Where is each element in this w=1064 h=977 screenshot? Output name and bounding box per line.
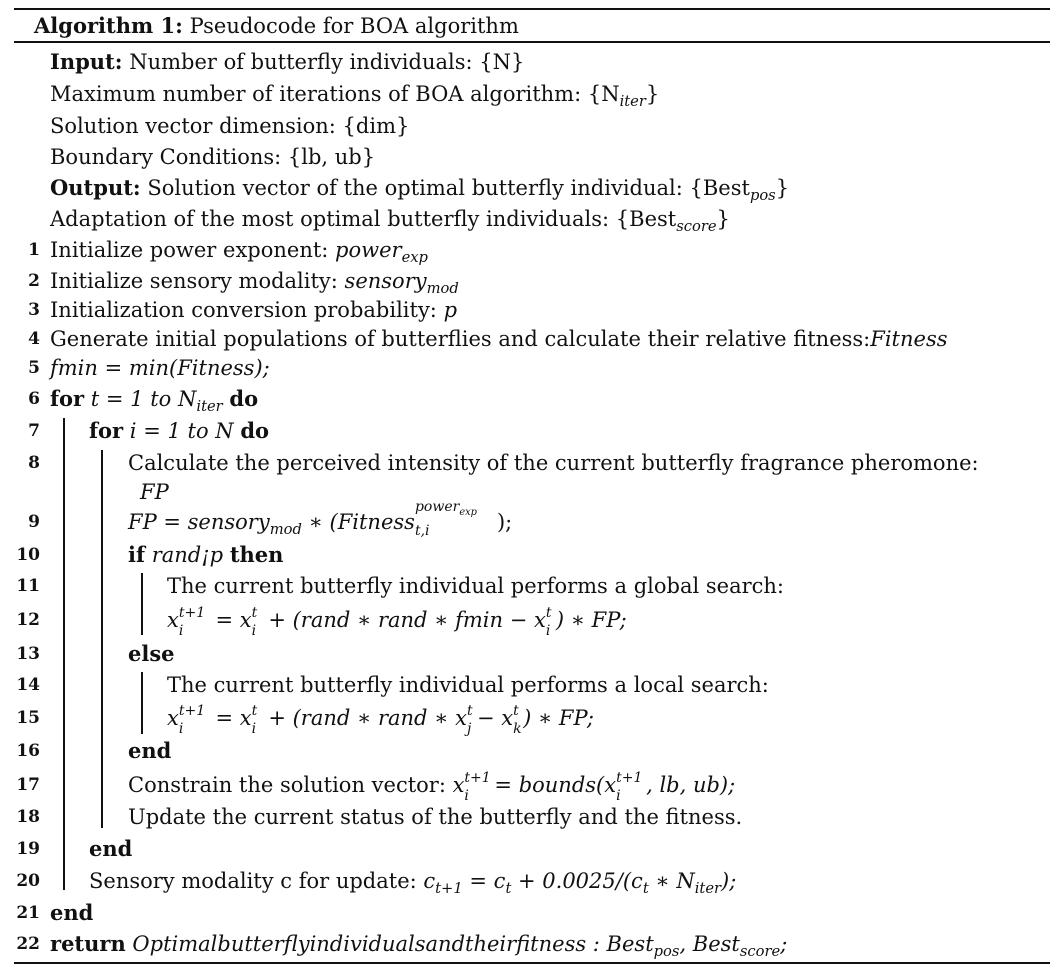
input-4-text: Boundary Conditions: {lb, ub} [50,145,376,169]
input-2-end: } [645,82,660,106]
step-7 [89,415,269,447]
input-3 [50,110,409,142]
line-number: 6 [28,389,40,409]
input-4 [50,141,375,173]
step-2 [50,265,459,297]
if-scope-bar [141,573,143,635]
step-1-sub: exp [401,249,428,267]
step-9-sup-sub: exp [459,506,477,518]
step-7-var: i = 1 [129,419,188,443]
output-2-text: Adaptation of the most optimal butterfly individuals: {Best [50,207,677,231]
line-number: 10 [16,545,40,565]
line-number: 3 [28,300,40,320]
step-6 [50,383,258,415]
line-number: 11 [16,576,40,596]
end-keyword: end [128,738,172,763]
line-number: 1 [28,240,40,260]
algorithm-title: Pseudocode for BOA algorithm [189,14,519,38]
input-2 [50,78,659,110]
line-number: 7 [28,421,40,441]
step-4 [50,323,948,355]
step-8-math: FP [140,480,169,504]
step-6-n: N [171,387,197,411]
do-keyword: do [240,418,270,443]
for-keyword: for [89,418,124,443]
step-22-math: Optimalbutterflyindividualsandtheirfitness [132,932,587,956]
step-2-sub: mod [426,280,459,298]
output-1-text: Solution vector of the optimal butterfly individual: {Best [147,176,750,200]
input-1 [50,46,524,78]
step-5-math: fmin = min(Fitness); [50,356,270,380]
step-14-text: The current butterfly individual performs a local search: [167,673,769,697]
step-18 [128,801,742,833]
step-10-condition: rand¡p [151,543,224,567]
output-keyword: Output: [50,175,141,200]
output-1-end: } [775,176,790,200]
bottom-rule [14,962,1050,964]
step-9-sub: mod [269,521,302,539]
output-2-sub: score [676,218,717,236]
step-6-sub: iter [196,398,223,416]
step-20-text: Sensory modality c for update: [89,869,424,893]
then-keyword: then [229,542,284,567]
step-1 [50,234,428,266]
line-number: 8 [28,453,40,473]
step-8-continuation [140,476,169,508]
step-8-text: Calculate the perceived intensity of the current butterfly fragrance pheromone: [128,451,979,475]
line-number: 14 [16,675,40,695]
step-12: x t+1 i = x t i + (rand ∗ rand ∗ fmin − x t i ) ∗ FP; [167,605,627,639]
step-19 [89,833,132,865]
else-keyword: else [128,641,175,666]
line-number: 20 [16,871,40,891]
return-keyword: return [50,931,126,956]
input-keyword: Input: [50,49,123,74]
step-4-text: Generate initial populations of butterflies and calculate their relative fitness: [50,327,871,351]
line-number: 19 [16,839,40,859]
step-3-math: p [443,298,458,322]
step-2-math: sensory [344,269,427,293]
output-1-sub: pos [749,187,776,205]
do-keyword: do [229,386,259,411]
line-number: 5 [28,358,40,378]
step-17-text: Constrain the solution vector: [128,773,453,797]
line-number: 9 [28,512,40,532]
output-2 [50,203,730,235]
step-9-math-b: ∗ (Fitness [301,510,415,534]
else-scope-bar [141,672,143,734]
for-t-scope-bar [63,418,65,890]
step-5 [50,352,270,384]
line-number: 18 [16,807,40,827]
for-keyword: for [50,386,85,411]
to-keyword: to [187,419,209,443]
step-17: Constrain the solution vector: x t+1 i = bounds(x t+1 i , lb, ub); [128,770,736,804]
line-number: 17 [16,775,40,795]
step-16 [128,735,171,767]
step-2-text: Initialize sensory modality: [50,269,345,293]
line-number: 21 [16,903,40,923]
input-3-text: Solution vector dimension: {dim} [50,114,410,138]
input-2-sub: iter [619,93,646,111]
step-9-sub2: t,i [414,523,430,539]
step-7-n: N [208,419,241,443]
end-keyword: end [50,900,94,925]
step-21 [50,897,93,929]
step-9-sup-text: power [414,499,460,515]
step-1-text: Initialize power exponent: [50,238,336,262]
step-18-text: Update the current status of the butterfly and the fitness. [128,805,743,829]
step-11-text: The current butterfly individual performs a global search: [167,574,784,598]
line-number: 13 [16,644,40,664]
end-keyword: end [89,836,133,861]
output-1 [50,172,789,204]
line-number: 22 [16,934,40,954]
line-number: 4 [28,329,40,349]
step-9 [128,499,513,539]
step-10 [128,539,283,571]
step-1-math: power [335,238,402,262]
output-2-end: } [716,207,730,231]
step-11 [167,570,784,602]
step-4-math: Fitness [870,327,948,351]
step-22: return Optimalbutterflyindividualsandtheirfitness : Best$_{pos}$, Best$_{score}$; [50,931,788,961]
for-i-scope-bar [101,450,103,828]
step-9-end: ); [496,510,513,534]
step-3-text: Initialization conversion probability: [50,298,444,322]
step-3 [50,294,457,326]
input-1-text: Number of butterfly individuals: {N} [129,50,525,74]
line-number: 15 [16,708,40,728]
step-20: Sensory modality c for update: $c_{t+1} = c_t + 0.0025/(c_t$ ∗ $N_{iter}$); [89,869,737,898]
step-13 [128,638,175,670]
step-8 [128,447,979,479]
algorithm-label: Algorithm 1: [34,13,183,38]
input-2-text: Maximum number of iterations of BOA algorithm: {N [50,82,620,106]
line-number: 12 [16,610,40,630]
to-keyword: to [150,387,172,411]
step-9-math-a: FP = sensory [128,510,270,534]
algorithm-caption [34,10,519,42]
step-6-var: t = 1 [90,387,151,411]
step-15: x t+1 i = x t i + (rand ∗ rand ∗ x t j − x t k ) ∗ FP; [167,703,594,737]
line-number: 2 [28,271,40,291]
line-number: 16 [16,741,40,761]
if-keyword: if [128,542,146,567]
step-22-rest: : Best [586,932,654,956]
